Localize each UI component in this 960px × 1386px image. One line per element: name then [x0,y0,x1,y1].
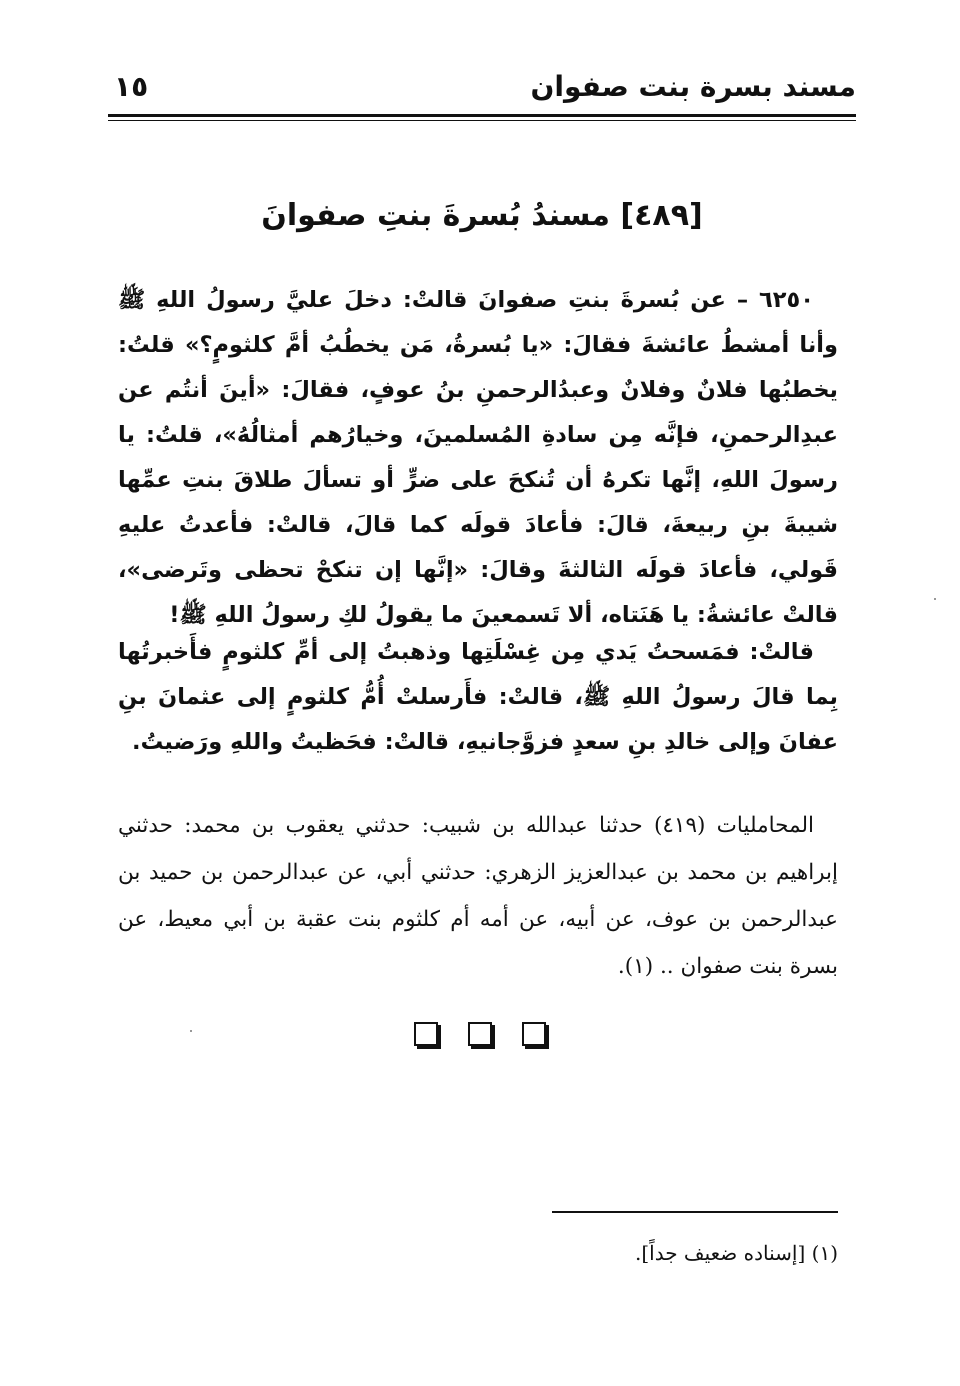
header-rule-thin [108,120,856,121]
square-ornament-icon [414,1022,438,1046]
header-rule-thick [108,114,856,117]
hadith-continuation-text: قالتْ: فمَسحتُ يَدي مِن غِسْلَتِها وذهبتُ إلى أمِّ كلثومٍ فأَخبرتُها بِما قالَ رسولُ اللهِ ﷺ، قالتْ: فأَرسلتْ أُمُّ كلثومٍ إلى عثمانَ بنِ عفانَ وإلى خالدِ بنِ سعدٍ فزوَّجانيهِ، قالتْ: فحَظيتُ واللهِ ورَضيتُ. [118,639,838,755]
end-of-section-ornaments [0,1022,960,1046]
footnote-separator [552,1211,838,1213]
isnad-source-text: المحامليات (٤١٩) حدثنا عبدالله بن شبيب: حدثني يعقوب بن محمد: حدثني إبراهيم بن محمد بن عبدالعزيز الزهري: حدثني أبي، عن عبدالرحمن بن حميد بن عبدالرحمن بن عوف، عن أبيه، عن أمه أم كلثوم بنت عقبة بن أبي معيط، عن بسرة بنت صفوان .. (١). [118,813,838,979]
hadith-continuation-paragraph [118,630,838,765]
square-ornament-icon [522,1022,546,1046]
scan-speck [934,598,936,600]
scan-speck [190,1030,192,1032]
hadith-paragraph [118,278,838,638]
hadith-number: ٦٢٥٠ [759,287,814,313]
running-header [108,66,856,114]
running-header-title: مسند بسرة بنت صفوان [530,70,856,103]
footnote: (١) [إسناده ضعيف جداً]. [634,1241,838,1265]
square-ornament-icon [468,1022,492,1046]
section-heading: [٤٨٩] مسندُ بُسرةَ بنتِ صفوانَ [261,198,703,233]
isnad-source-paragraph [118,802,838,990]
page-number: ١٥ [114,70,149,103]
hadith-text: – عن بُسرةَ بنتِ صفوانَ قالتْ: دخلَ عليَّ رسولُ اللهِ ﷺ وأنا أمشطُ عائشةَ فقالَ: «يا بُسرةُ، مَن يخطُبُ أمَّ كلثومٍ؟» قلتُ: يخطبُها فلانٌ وفلانٌ وعبدُالرحمنِ بنُ عوفٍ، فقالَ: «أينَ أنتُم عن عبدِالرحمنِ، فإنَّه مِن سادةِ المُسلمينَ، وخيارُهم أمثالُهُ»، قلتُ: يا رسولَ اللهِ، إنَّها تكرهُ أن تُنكحَ على ضرٍّ أو تسألَ طلاقَ بنتِ عمِّها شيبةَ بنِ ربيعةَ، قالَ: فأعادَ قولَه كما قالَ، قالتْ: فأعدتُ عليهِ قَولي، فأعادَ قولَه الثالثةَ وقالَ: «إنَّها إن تنكحْ تحظى وتَرضى»، قالتْ عائشةُ: يا هَنَتاه، ألا تَسمعينَ ما يقولُ لكِ رسولُ اللهِ ﷺ! [118,287,838,628]
